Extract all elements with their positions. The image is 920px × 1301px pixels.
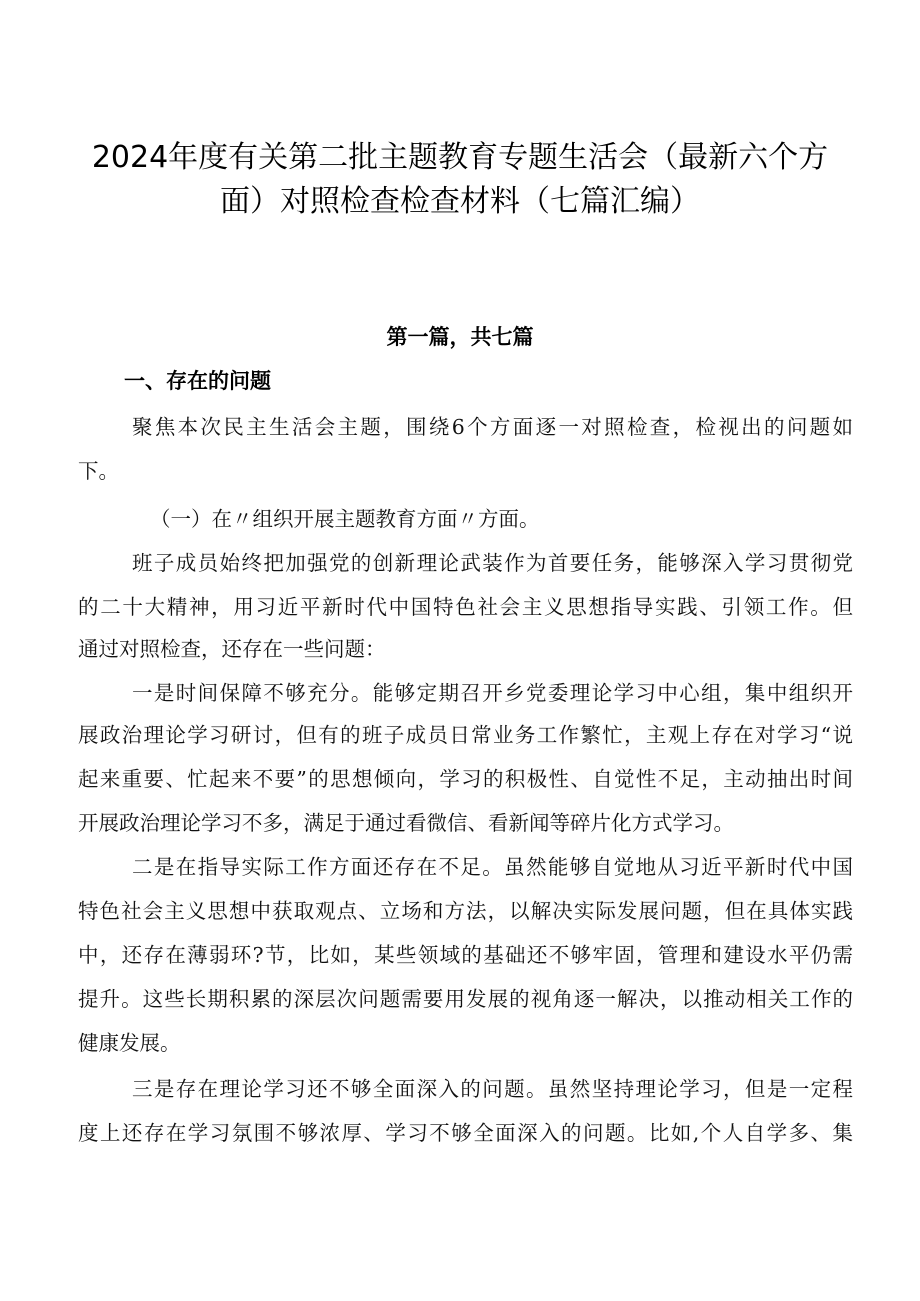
- paragraph-line: 一是时间保障不够充分。能够定期召开乡党委理论学习中心组，集中组织开: [132, 681, 853, 705]
- subsection-heading: （一）在〃组织开展主题教育方面〃方面。: [150, 507, 540, 531]
- paragraph-line: 开展政治理论学习不多，满足于通过看微信、看新闻等碎片化方式学习。: [78, 811, 734, 835]
- paragraph-line: 下。: [78, 459, 119, 483]
- paragraph-line: 中，还存在薄弱环?节，比如，某些领域的基础还不够牢固，管理和建设水平仍需: [78, 943, 853, 967]
- paragraph-line: 班子成员始终把加强党的创新理论武装作为首要任务，能够深入学习贯彻党: [132, 551, 853, 575]
- section-heading: 一、存在的问题: [124, 369, 271, 393]
- paragraph-line: 的二十大精神，用习近平新时代中国特色社会主义思想指导实践、引领工作。但: [78, 595, 853, 619]
- document-title-line-2: 面）对照检查检查材料（七篇汇编）: [220, 184, 700, 219]
- paragraph-line: 健康发展。: [78, 1031, 181, 1055]
- paragraph-line: 二是在指导实际工作方面还存在不足。虽然能够自觉地从习近平新时代中国: [132, 855, 853, 879]
- paragraph-line: 起来重要、忙起来不要”的思想倾向，学习的积极性、自觉性不足，主动抽出时间: [78, 767, 853, 791]
- paragraph-line: 特色社会主义思想中获取观点、立场和方法，以解决实际发展问题，但在具体实践: [78, 899, 853, 923]
- paragraph-line: 聚焦本次民主生活会主题，围绕6个方面逐一对照检查，检视出的问题如: [132, 415, 853, 439]
- paragraph-line: 度上还存在学习氛围不够浓厚、学习不够全面深入的问题。比如,个人自学多、集: [78, 1121, 853, 1145]
- paragraph-line: 提升。这些长期积累的深层次问题需要用发展的视角逐一解决，以推动相关工作的: [78, 987, 853, 1011]
- part-subtitle: 第一篇，共七篇: [386, 325, 534, 349]
- paragraph-line: 展政治理论学习研讨，但有的班子成员日常业务工作繁忙，主观上存在对学习“说: [78, 723, 853, 747]
- paragraph-line: 通过对照检查，还存在一些问题：: [78, 637, 386, 661]
- paragraph-line: 三是存在理论学习还不够全面深入的问题。虽然坚持理论学习，但是一定程: [132, 1077, 853, 1101]
- document-title-line-1: 2024年度有关第二批主题教育专题生活会（最新六个方: [91, 140, 829, 175]
